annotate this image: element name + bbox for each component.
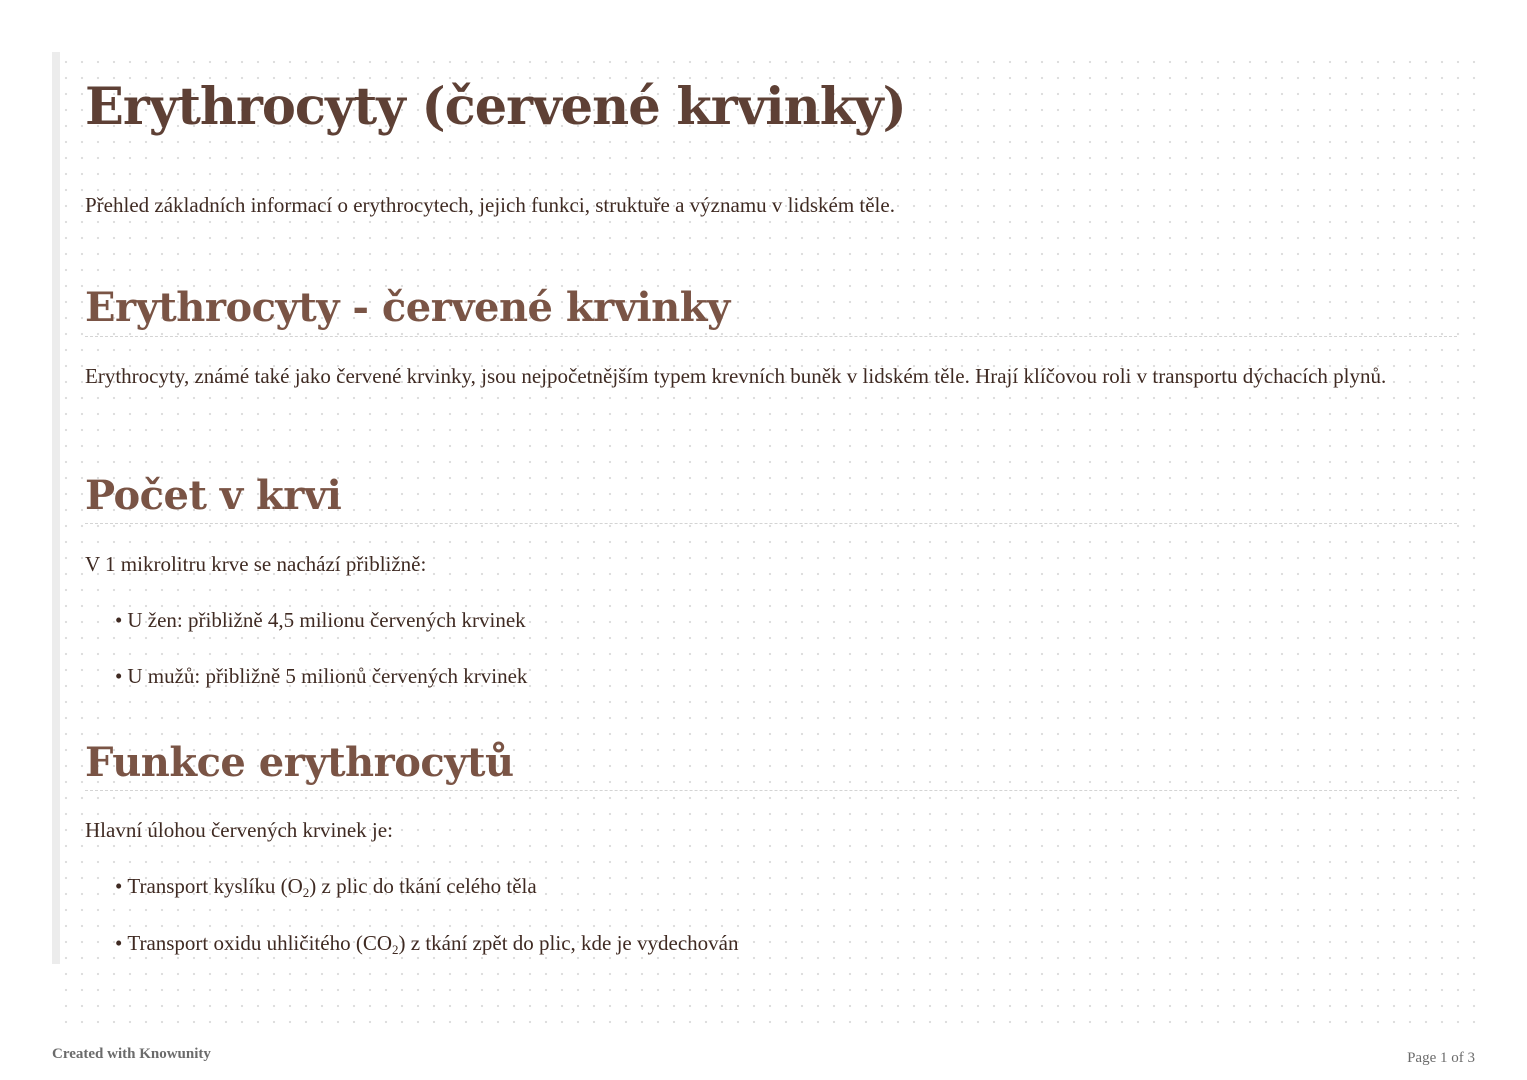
section-heading: Počet v krvi [85,472,342,519]
left-margin-rule [52,52,60,964]
section-heading: Funkce erythrocytů [85,739,514,786]
list-item: • U žen: přibližně 4,5 milionu červených krvinek [115,608,526,632]
document-intro: Přehled základních informací o erythrocytech, jejich funkci, struktuře a významu v lidském těle. [85,193,895,217]
section-heading: Erythrocyty - červené krvinky [85,284,730,331]
footer-created-with: Created with Knowunity [52,1046,211,1062]
section-paragraph: Hlavní úlohou červených krvinek je: [85,818,393,842]
document-title: Erythrocyty (červené krvinky) [85,77,906,137]
section-divider [85,523,1457,524]
page-indicator: Page 1 of 3 [1407,1050,1475,1066]
list-item: • Transport kyslíku $(O_2)$ z plic do tkání celého těla [115,874,537,900]
list-item: • Transport oxidu uhličitého $(CO_2)$ z tkání zpět do plic, kde je vydechován [115,931,739,957]
section-paragraph: Erythrocyty, známé také jako červené krvinky, jsou nejpočetnějším typem krevních buněk v lidském těle. Hrají klíčovou roli v transportu dýchacích plynů. [85,364,1387,388]
section-divider [85,790,1457,791]
list-item: • U mužů: přibližně 5 milionů červených krvinek [115,664,528,688]
section-divider [85,336,1457,337]
section-paragraph: V 1 mikrolitru krve se nachází přibližně: [85,552,427,576]
